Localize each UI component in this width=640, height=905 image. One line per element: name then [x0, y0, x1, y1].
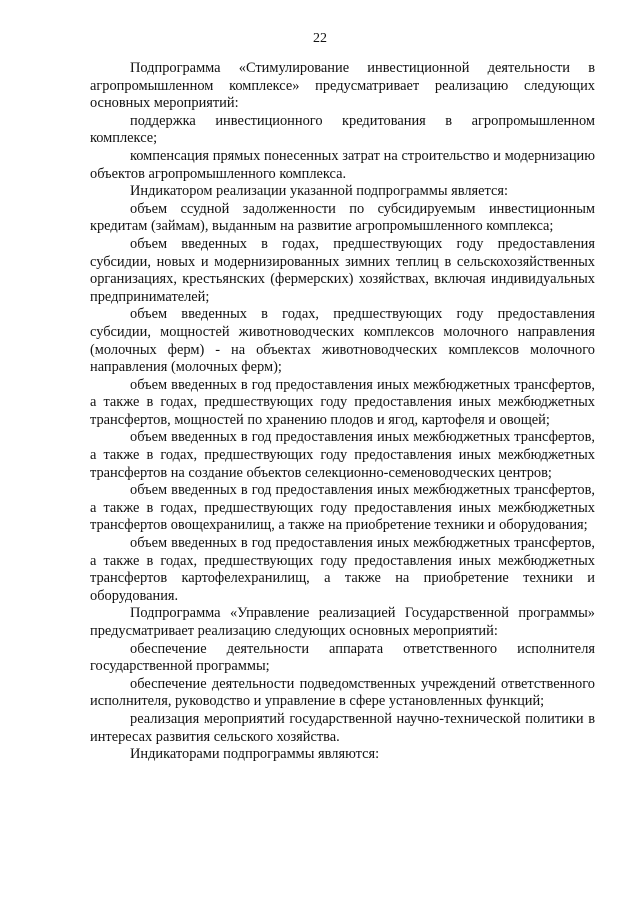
- paragraph: Подпрограмма «Стимулирование инвестиционной деятельности в агропромышленном комплексе» предусматривает реализацию следующих основных мероприятий:: [90, 60, 595, 112]
- paragraph: объем введенных в год предоставления иных межбюджетных трансфертов, а также в годах, предшествующих году предоставления иных межбюджетных трансфертов овощехранилищ, а также на приобретение техники и оборудования;: [90, 482, 595, 534]
- paragraph: объем введенных в год предоставления иных межбюджетных трансфертов, а также в годах, предшествующих году предоставления иных межбюджетных трансфертов, мощностей по хранению плодов и ягод, картофеля и овощей;: [90, 376, 595, 428]
- paragraph: объем введенных в годах, предшествующих году предоставления субсидии, мощностей животноводческих комплексов молочного направления (молочных ферм) - на объектах животноводческих комплексов молочного направления (молочных ферм);: [90, 306, 595, 376]
- paragraph: Подпрограмма «Управление реализацией Государственной программы» предусматривает реализацию следующих основных мероприятий:: [90, 605, 595, 639]
- paragraph: обеспечение деятельности аппарата ответственного исполнителя государственной программы;: [90, 640, 595, 675]
- paragraph: объем введенных в год предоставления иных межбюджетных трансфертов, а также в годах, предшествующих году предоставления иных межбюджетных трансфертов на создание объектов селекционно-семеноводческих центров;: [90, 429, 595, 481]
- paragraph: объем введенных в годах, предшествующих году предоставления субсидии, новых и модернизированных зимних теплиц в сельскохозяйственных организациях, крестьянских (фермерских) хозяйствах, включая индивидуальных предпринимателей;: [90, 235, 595, 305]
- page-number: 22: [313, 31, 327, 46]
- paragraph: Индикаторами подпрограммы являются:: [130, 746, 380, 763]
- paragraph: поддержка инвестиционного кредитования в агропромышленном комплексе;: [90, 112, 595, 147]
- paragraph: Индикатором реализации указанной подпрограммы является:: [130, 183, 509, 200]
- paragraph: объем ссудной задолженности по субсидируемым инвестиционным кредитам (займам), выданным на развитие агропромышленного комплекса;: [90, 200, 595, 235]
- paragraph: обеспечение деятельности подведомственных учреждений ответственного исполнителя, руководство и управление в сфере установленных функций;: [90, 675, 595, 710]
- paragraph: реализация мероприятий государственной научно-технической политики в интересах развития сельского хозяйства.: [90, 710, 595, 745]
- page-body: [90, 60, 595, 764]
- paragraph: объем введенных в год предоставления иных межбюджетных трансфертов, а также в годах, предшествующих году предоставления иных межбюджетных трансфертов картофелехранилищ, а также на приобретение техники и оборудования.: [90, 535, 595, 604]
- paragraph: компенсация прямых понесенных затрат на строительство и модернизацию объектов агропромышленного комплекса.: [90, 147, 595, 182]
